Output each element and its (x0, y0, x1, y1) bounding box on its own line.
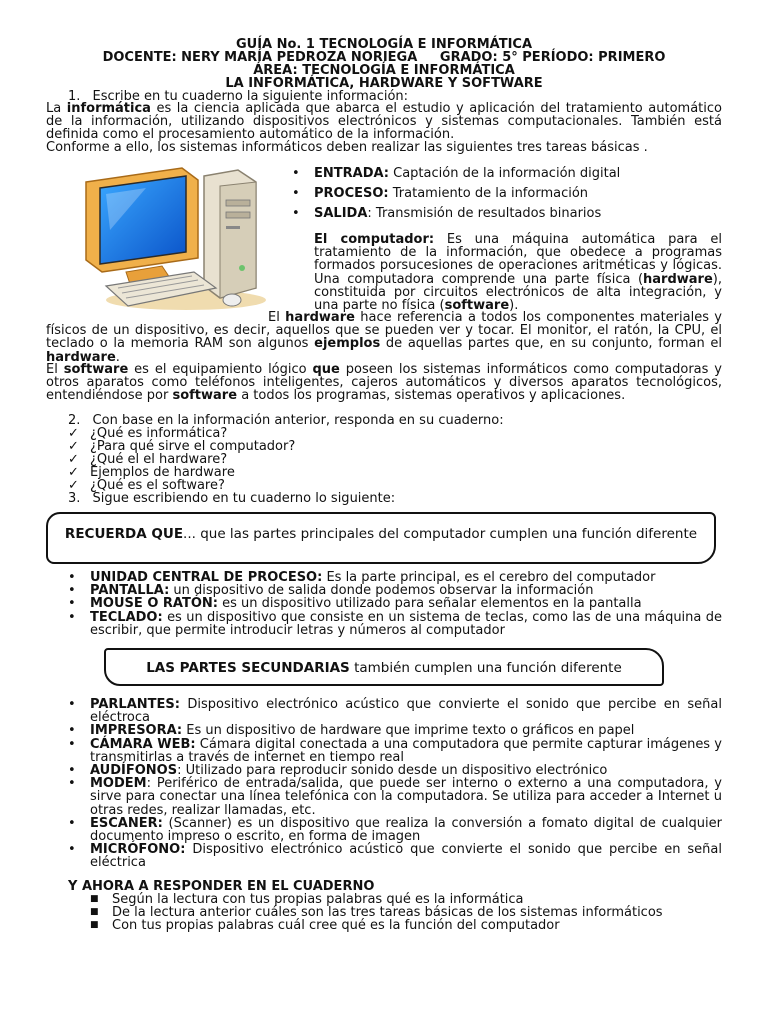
secondary-parts-list (68, 698, 722, 870)
final-item-text: Con tus propias palabras cuál cree qué es la función del computador (112, 918, 560, 934)
bullet-icon: • (68, 763, 76, 779)
hardware-text-1: hace referencia a todos los componentes materiales y físicos de un dispositivo, es decir, aquellos que se pueden ver y tocar. El monitor, el ratón, la CPU, el teclado o la memoria RAM son algunos (46, 310, 722, 352)
part-text: Dispositivo electrónico acústico que convierte el sonido que percibe en señal eléctrica (90, 842, 722, 871)
intro-paragraph (46, 102, 722, 142)
step-3 (68, 492, 728, 505)
question-text: ¿Qué es informática? (90, 426, 228, 441)
secondary-part-item (68, 738, 722, 764)
software-sw: software (172, 388, 238, 404)
bullet-icon: • (68, 596, 76, 612)
document-title: GUÍA No. 1 TECNOLOGÍA E INFORMÁTICA (235, 37, 533, 52)
secundarias-bold: LAS PARTES SECUNDARIAS (146, 660, 350, 676)
task-label: SALIDA (314, 206, 368, 221)
hardware-paragraph (46, 311, 722, 364)
part-text: es un dispositivo que consiste en un sistema de teclas, como las de una máquina de escribir, que permite introducir letras y números al computador (90, 609, 722, 638)
task-item-proceso (292, 187, 732, 207)
final-title: Y AHORA A RESPONDER EN EL CUADERNO (68, 879, 375, 894)
secondary-part-item (68, 843, 722, 869)
task-label: PROCESO: (314, 186, 389, 201)
software-text-2: poseen los sistemas informáticos como computadoras y otros aparatos como teléfonos inteligentes, cajeros automáticos y diversos aparatos tecnológicos, entendiéndose por (46, 362, 722, 404)
software-text-3: a todos los programas, sistemas operativos y aplicaciones. (241, 388, 626, 404)
secondary-part-item (68, 817, 722, 843)
bullet-icon: • (68, 736, 76, 752)
step-2-text: Con base en la información anterior, responda en su cuaderno: (92, 413, 504, 428)
part-label: AUDÍFONOS (90, 763, 178, 779)
intro-text: es la ciencia aplicada que abarca el estudio y aplicación del tratamiento automático de la información, utilizando dispositivos electrónicos y sistemas computacionales. También está definida como el procesamiento automático de la información. (46, 101, 722, 143)
square-bullet-icon: ■ (90, 894, 99, 904)
question-text: ¿Para qué sirve el computador? (90, 439, 296, 454)
software-term: software (63, 362, 129, 377)
topic-line: LA INFORMÁTICA, HARDWARE Y SOFTWARE (225, 76, 543, 91)
area-line: ÁREA: TECNOLOGÍA E INFORMÁTICA (253, 63, 515, 78)
part-label: PANTALLA: (90, 583, 170, 599)
final-item-text: Según la lectura con tus propias palabras qué es la informática (112, 892, 524, 907)
final-item-text: De la lectura anterior cuáles son las tres tareas básicas de los sistemas informáticos (112, 905, 663, 921)
part-text: es un dispositivo utilizado para señalar elementos en la pantalla (222, 596, 642, 612)
computer-paragraph (314, 233, 722, 312)
part-label: IMPRESORA: (90, 723, 183, 739)
checkmark-icon: ✓ (68, 439, 79, 454)
software-text-1: es el equipamiento lógico (134, 362, 307, 377)
hardware-hw: hardware (46, 349, 116, 365)
checkmark-icon: ✓ (68, 478, 79, 493)
tasks-list (292, 167, 732, 227)
step-3-number: 3. (68, 491, 81, 506)
computer-text-2: ), constituida por circuitos electrónicos de alta integración, y una parte no física ( (314, 271, 722, 314)
bullet-icon: • (68, 723, 76, 739)
part-label: UNIDAD CENTRAL DE PROCESO: (90, 570, 323, 585)
computer-hw: hardware (643, 271, 713, 287)
teacher-line: DOCENTE: NERY MARÍA PEDROZA NORIEGA GRADO: 5° PERÍODO: PRIMERO (102, 50, 666, 65)
part-label: PARLANTES: (90, 697, 180, 712)
software-paragraph (46, 363, 722, 403)
step-3-text: Sigue escribiendo en tu cuaderno lo siguiente: (92, 491, 396, 506)
secondary-part-item (68, 777, 722, 817)
square-bullet-icon: ■ (90, 920, 99, 931)
computer-sw: software (444, 298, 510, 314)
part-text: Es la parte principal, es el cerebro del computador (326, 570, 656, 585)
hardware-ejemplos: ejemplos (314, 336, 381, 352)
part-text: (Scanner) es un dispositivo que realiza la conversión a fomato digital de cualquier documento impreso o escrito, en forma de imagen (90, 815, 722, 845)
task-text: Captación de la información digital (393, 166, 621, 181)
task-text: : Transmisión de resultados binarios (367, 206, 602, 221)
question-text: ¿Qué es el software? (90, 478, 225, 493)
checkmark-icon: ✓ (68, 452, 79, 467)
recuerda-text: ... que las partes principales del computador cumplen una función diferente (183, 526, 698, 542)
mouse-icon (223, 294, 241, 306)
cpu-tower-icon (204, 170, 256, 298)
bullet-icon: • (68, 583, 76, 599)
part-text: Cámara digital conectada a una computadora que permite capturar imágenes y transmitirlas a través de internet en tiempo real (90, 736, 722, 765)
part-text: Dispositivo electrónico acústico que convierte el sonido que percibe en señal eléctroca (90, 697, 722, 726)
part-text: : Periférico de entrada/salida, que puede ser interno o externo a una computadora, y sirve para conectar una línea telefónica con la computadora. Se utiliza para acceder a Internet u otras redes, realizar llamadas, etc. (90, 776, 722, 818)
part-label: CÁMARA WEB: (90, 736, 196, 752)
questions-list (68, 427, 708, 492)
question-text: Ejemplos de hardware (90, 465, 235, 480)
task-text: Tratamiento de la información (392, 186, 589, 201)
bullet-icon: • (292, 166, 300, 181)
bullet-icon: • (68, 776, 76, 792)
bullet-icon: • (68, 570, 76, 585)
bullet-icon: • (68, 815, 76, 831)
intro-conclusion: Conforme a ello, los sistemas informáticos deben realizar las siguientes tres tareas básicas . (46, 140, 648, 155)
bullet-icon: • (68, 697, 76, 712)
final-item (90, 919, 730, 932)
part-label: MOUSE O RATÓN: (90, 596, 218, 612)
computer-text-1: Es una máquina automática para el tratamiento de la información, que obedece a programas formados porsucesiones de operaciones aritméticas y lógicas. Una computadora comprende una parte física ( (314, 232, 722, 287)
main-part-item (68, 611, 722, 637)
computer-term: El computador: (314, 232, 435, 247)
part-text: un dispositivo de salida donde podemos observar la información (173, 583, 594, 599)
monitor-icon (86, 168, 198, 284)
bullet-icon: • (292, 206, 300, 221)
secundarias-text: también cumplen una función diferente (354, 660, 622, 676)
final-questions (90, 893, 730, 933)
part-label: MICRÓFONO: (90, 842, 186, 858)
part-text: Es un dispositivo de hardware que imprime texto o gráficos en papel (186, 723, 635, 739)
secondary-part-item (68, 698, 722, 724)
bullet-icon: • (292, 186, 300, 201)
bullet-icon: • (68, 842, 76, 858)
task-item-entrada (292, 167, 732, 187)
bullet-icon: • (68, 609, 76, 625)
question-text: ¿Qué el el hardware? (90, 452, 228, 467)
software-que: que (312, 362, 340, 377)
intro-term: informática (66, 101, 151, 116)
step-1-text: Escribe en tu cuaderno la siguiente información: (92, 89, 409, 104)
task-label: ENTRADA: (314, 166, 389, 181)
part-label: ESCANER: (90, 815, 163, 831)
square-bullet-icon: ■ (90, 907, 99, 918)
hardware-text-2: de aquellas partes que, en su conjunto, forman el (385, 336, 723, 352)
computer-text-3: ). (509, 298, 519, 314)
step-2-number: 2. (68, 413, 81, 428)
computer-illustration (66, 160, 276, 316)
hardware-dot: . (115, 349, 120, 365)
part-label: TECLADO: (90, 609, 163, 625)
task-item-salida (292, 207, 732, 227)
intro-la: La (46, 101, 62, 116)
step-1-number: 1. (68, 89, 81, 104)
secundarias-box (104, 648, 664, 686)
part-text: : Utilizado para reproducir sonido desde un dispositivo electrónico (177, 763, 608, 779)
part-label: MODEM (90, 776, 147, 792)
main-parts-list (68, 571, 722, 637)
hardware-el: El (268, 310, 280, 325)
checkmark-icon: ✓ (68, 426, 79, 441)
recuerda-box (46, 512, 716, 564)
recuerda-bold: RECUERDA QUE (64, 526, 184, 542)
software-el: El (46, 362, 58, 377)
hardware-term: hardware (285, 310, 355, 325)
checkmark-icon: ✓ (68, 465, 79, 480)
